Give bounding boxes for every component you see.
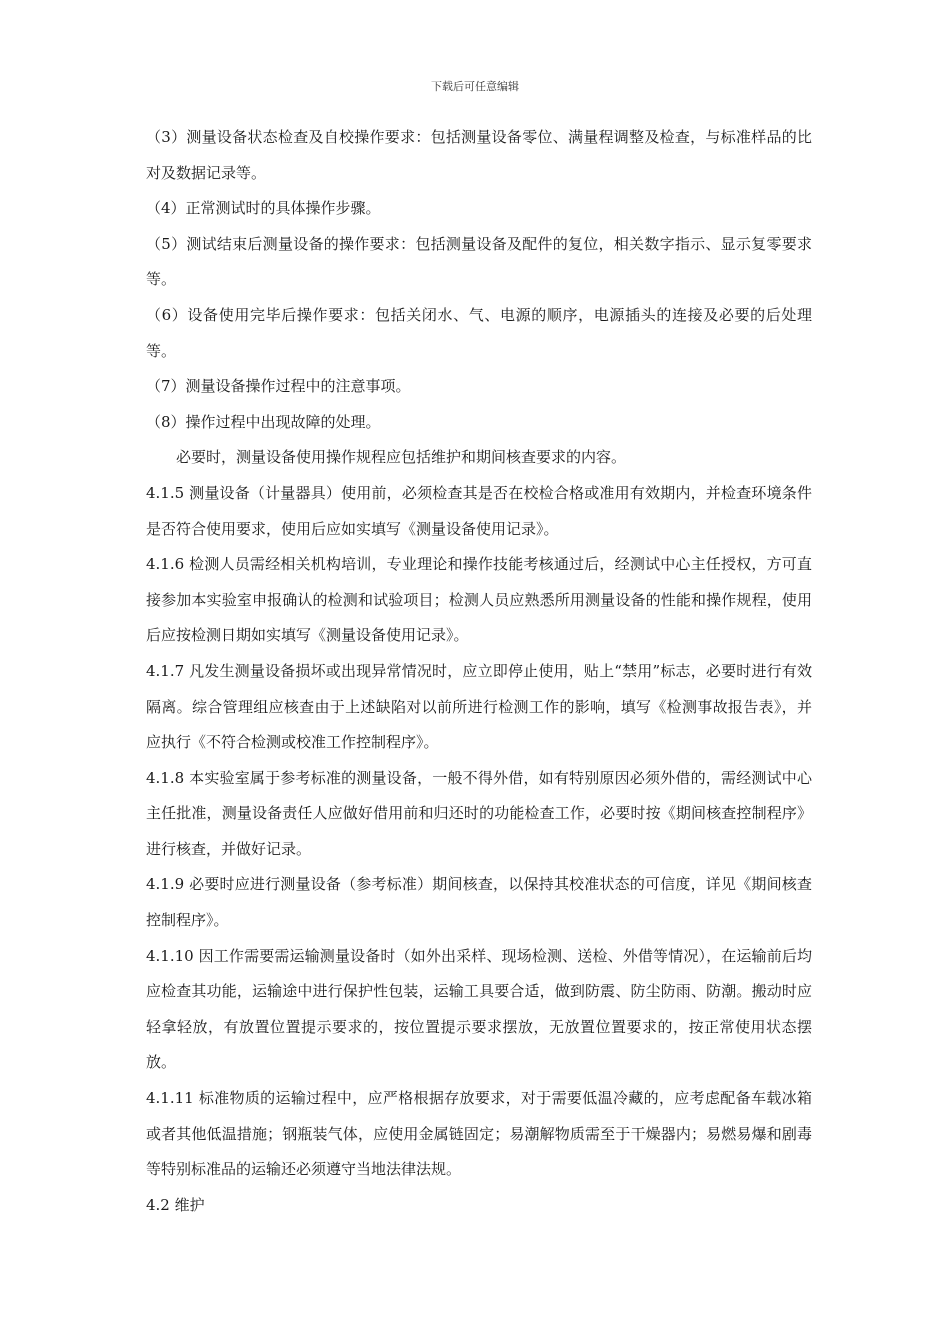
section-heading-4-2: 4.2 维护 [146,1195,205,1214]
paragraph-item-6: （6）设备使用完毕后操作要求：包括关闭水、气、电源的顺序，电源插头的连接及必要的后处理等。 [146,305,812,360]
paragraph-4-1-9: 4.1.9 必要时应进行测量设备（参考标准）期间核查，以保持其校准状态的可信度，详见《期间核查控制程序》。 [146,875,812,930]
paragraph-item-7: （7）测量设备操作过程中的注意事项。 [146,377,411,396]
document-body [146,120,812,1223]
paragraph-item-5: （5）测试结束后测量设备的操作要求：包括测量设备及配件的复位，相关数字指示、显示复零要求等。 [146,234,812,289]
paragraph-item-4: （4）正常测试时的具体操作步骤。 [146,199,381,218]
paragraph-note: 必要时，测量设备使用操作规程应包括维护和期间核查要求的内容。 [176,448,627,467]
paragraph-4-1-5: 4.1.5 测量设备（计量器具）使用前，必须检查其是否在校检合格或准用有效期内，并检查环境条件是否符合使用要求，使用后应如实填写《测量设备使用记录》。 [146,483,812,538]
paragraph-item-8: （8）操作过程中出现故障的处理。 [146,412,381,431]
paragraph-4-1-8: 4.1.8 本实验室属于参考标准的测量设备，一般不得外借，如有特别原因必须外借的，需经测试中心主任批准，测量设备责任人应做好借用前和归还时的功能检查工作，必要时按《期间核查控制程序》进行核查，并做好记录。 [146,768,812,858]
paragraph-4-1-10: 4.1.10 因工作需要需运输测量设备时（如外出采样、现场检测、送检、外借等情况），在运输前后均应检查其功能，运输途中进行保护性包装，运输工具要合适，做到防震、防尘防雨、防潮。搬动时应轻拿轻放，有放置位置提示要求的，按位置提示要求摆放，无放置位置要求的，按正常使用状态摆放。 [146,946,812,1072]
paragraph-4-1-11: 4.1.11 标准物质的运输过程中，应严格根据存放要求，对于需要低温冷藏的，应考虑配备车载冰箱或者其他低温措施；钢瓶装气体，应使用金属链固定；易潮解物质需至于干燥器内；易燃易爆和剧毒等特别标准品的运输还必须遵守当地法律法规。 [146,1089,812,1179]
paragraph-4-1-6: 4.1.6 检测人员需经相关机构培训，专业理论和操作技能考核通过后，经测试中心主任授权，方可直接参加本实验室申报确认的检测和试验项目；检测人员应熟悉所用测量设备的性能和操作规程，使用后应按检测日期如实填写《测量设备使用记录》。 [146,555,812,645]
paragraph-item-3: （3）测量设备状态检查及自校操作要求：包括测量设备零位、满量程调整及检查，与标准样品的比对及数据记录等。 [146,128,812,182]
paragraph-4-1-7: 4.1.7 凡发生测量设备损坏或出现异常情况时，应立即停止使用，贴上“禁用”标志，必要时进行有效隔离。综合管理组应核查由于上述缺陷对以前所进行检测工作的影响，填写《检测事故报告表》，并应执行《不符合检测或校准工作控制程序》。 [146,661,812,752]
page-header: 下载后可任意编辑 [431,80,519,93]
